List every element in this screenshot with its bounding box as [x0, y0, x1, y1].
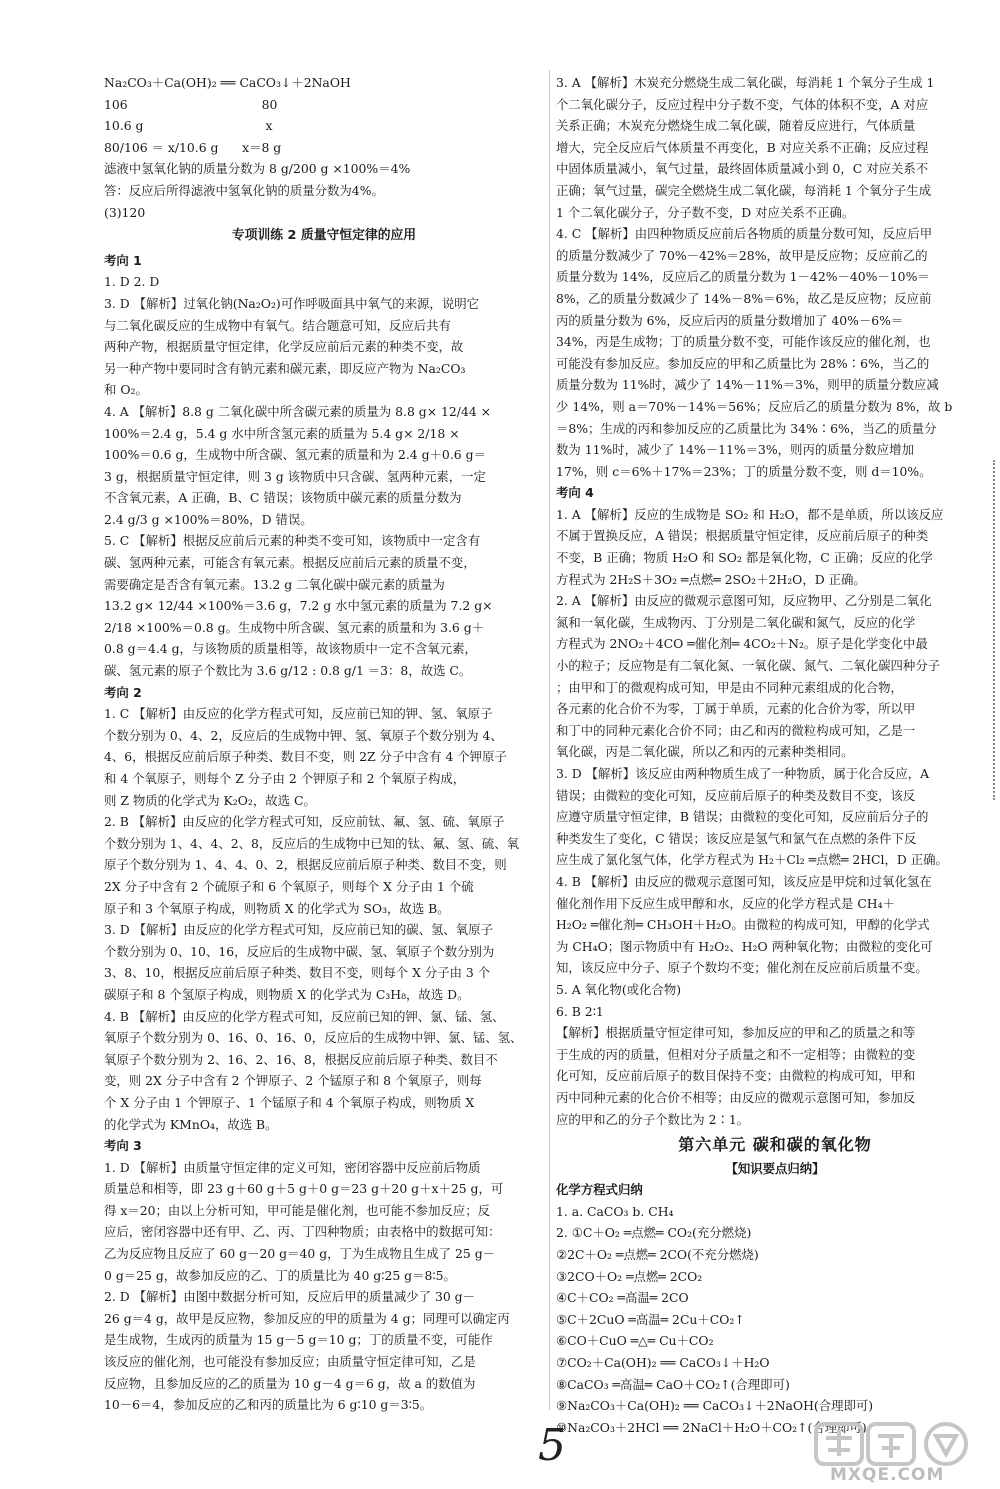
answer-line: 100%＝0.6 g，生成物中所含碳、氢元素的质量和为 2.4 g＋0.6 g＝ — [104, 447, 486, 463]
answer-line: 2X 分子中含有 2 个硫原子和 6 个氧原子，则每个 X 分子由 1 个硫 — [104, 878, 474, 894]
answer-line: 4. C 【解析】由四种物质反应前后各物质的质量分数可知，反应后甲 — [556, 226, 933, 242]
equation-line: ⑥CO＋CuO ═△═ Cu＋CO₂ — [556, 1333, 714, 1349]
solution-line: 106 80 — [104, 96, 278, 112]
unit-title: 第六单元 碳和碳的氧化物 — [678, 1135, 872, 1155]
answer-line: 2/18 ×100%＝0.8 g。生成物中所含碳、氢元素的质量和为 3.6 g＋ — [104, 619, 485, 635]
equation-line: ⑦CO₂＋Ca(OH)₂ ══ CaCO₃↓＋H₂O — [556, 1355, 770, 1371]
answer-line: H₂O₂ ═催化剂═ CH₃OH＋H₂O。由微粒的构成可知，甲醇的化学式 — [556, 917, 930, 933]
answer-line: 需要确定是否含有氧元素。13.2 g 二氧化碳中碳元素的质量为 — [104, 576, 445, 592]
answer-line: 1. C 【解析】由反应的化学方程式可知，反应前已知的钾、氢、氧原子 — [104, 706, 493, 722]
equation-line: ⑧CaCO₃ ═高温═ CaO＋CO₂↑(合理即可) — [556, 1376, 790, 1392]
equation-line: 2. ①C＋O₂ ═点燃═ CO₂(充分燃烧) — [556, 1225, 752, 1241]
answer-line: 10－6＝4，参加反应的乙和丙的质量比为 6 g∶10 g＝3∶5。 — [104, 1397, 433, 1413]
answer-line: 原子和 3 个氧原子构成，则物质 X 的化学式为 SO₃，故选 B。 — [104, 900, 450, 916]
answer-line: 1. D 【解析】由质量守恒定律的定义可知，密闭容器中反应前后物质 — [104, 1159, 481, 1175]
answer-line: 反应物，且参加反应的乙的质量为 10 g－4 g＝6 g，故 a 的数值为 — [104, 1375, 476, 1391]
answer-line: 3、8、10，根据反应前后原子种类、数目不变，则每个 X 分子由 3 个 — [104, 965, 491, 981]
answer-line: 丙的质量分数为 6%，反应后丙的质量分数增加了 40%－6%＝ — [556, 312, 904, 328]
answer-line: 17%，则 c＝6%＋17%＝23%；丁的质量分数不变，则 d＝10%。 — [556, 463, 932, 479]
answer-line: 数为 11%时，减少了 14%－11%＝3%，则丙的质量分数应增加 — [556, 442, 914, 458]
answer-line: 于生成的丙的质量，但相对分子质量之和不一定相等；由微粒的变 — [556, 1046, 916, 1062]
topic-heading: 考向 3 — [104, 1138, 142, 1154]
equations-heading: 化学方程式归纳 — [556, 1182, 643, 1198]
answer-line: 应生成了氯化氢气体，化学方程式为 H₂＋Cl₂ ═点燃═ 2HCl，D 正确。 — [556, 852, 948, 868]
answer-line: 2.4 g/3 g ×100%＝80%，D 错误。 — [104, 511, 313, 527]
solution-line: 80/106 ＝ x/10.6 g x＝8 g — [104, 139, 282, 155]
section-title: 专项训练 2 质量守恒定律的应用 — [231, 228, 417, 244]
answer-line: 则 Z 物质的化学式为 K₂O₂，故选 C。 — [104, 792, 316, 808]
left-column — [104, 72, 544, 1416]
answer-line: 质量分数为 11%时，减少了 14%－11%＝3%，则甲的质量分数应减 — [556, 377, 939, 393]
topic-heading: 考向 4 — [556, 485, 594, 501]
answer-line: 1. D 2. D — [104, 274, 160, 290]
answer-line: 100%＝2.4 g，5.4 g 水中所含氢元素的质量为 5.4 g× 2/18 × — [104, 425, 460, 441]
answer-line: 2. B 【解析】由反应的化学方程式可知，反应前钛、氟、氢、硫、氧原子 — [104, 814, 505, 830]
equation-line: ④C＋CO₂ ═高温═ 2CO — [556, 1290, 689, 1306]
answer-line: 质量分数为 14%，反应后乙的质量分数为 1－42%－40%－10%＝ — [556, 269, 930, 285]
knowledge-title: 【知识要点归纳】 — [725, 1160, 825, 1176]
answer-line: 6. B 2∶1 — [556, 1003, 604, 1019]
answer-line: 是生成物，生成丙的质量为 15 g－5 g＝10 g；丁的质量不变，可能作 — [104, 1332, 493, 1348]
answer-line: 的质量分数减少了 70%－42%＝28%，故甲是反应物；反应前乙的 — [556, 247, 928, 263]
answer-line: 不含氧元素，A 正确，B、C 错误；该物质中碳元素的质量分数为 — [104, 490, 462, 506]
answer-line: 另一种产物中要同时含有钠元素和碳元素，即反应产物为 Na₂CO₃ — [104, 360, 466, 376]
answer-line: 丙中同种元素的化合价不相等；由反应的微观示意图可知，参加反 — [556, 1089, 916, 1105]
answer-line: 各元素的化合价不为零，丁属于单质，元素的化合价为零，所以甲 — [556, 701, 916, 717]
topic-heading: 考向 1 — [104, 252, 142, 268]
answer-line: 催化剂作用下反应生成甲醇和水，反应的化学方程式是 CH₄＋ — [556, 895, 895, 911]
answer-line: 增大，完全反应后气体质量不再变化，B 对应关系不正确；反应过程 — [556, 139, 929, 155]
answer-line: 1 个二氧化碳分子，分子数不变，D 对应关系不正确。 — [556, 204, 855, 220]
answer-line: 4. B 【解析】由反应的微观示意图可知，该反应是甲烷和过氧化氢在 — [556, 873, 932, 889]
answer-line: 个 X 分子由 1 个钾原子、1 个锰原子和 4 个氧原子构成，则物质 X — [104, 1094, 475, 1110]
answer-line: 3 g，根据质量守恒定律，则 3 g 该物质中只含碳、氢两种元素，一定 — [104, 468, 486, 484]
answer-line: 乙为反应物且反应了 60 g－20 g＝40 g，丁为生成物且生成了 25 g－ — [104, 1246, 496, 1262]
answer-line: 应遵守质量守恒定律，B 错误；由微粒的变化可知，反应前后分子的 — [556, 809, 929, 825]
answer-line: 变，则 2X 分子中含有 2 个钾原子、2 个锰原子和 8 个氧原子，则每 — [104, 1073, 482, 1089]
answer-line: 氧原子个数分别为 2、16、2、16、8，根据反应前后原子种类、数目不 — [104, 1051, 498, 1067]
answer-line: 与二氧化碳反应的生成物中有氧气。结合题意可知，反应后共有 — [104, 317, 451, 333]
answer-line: 个二氧化碳分子，反应过程中分子数不变，气体的体积不变，A 对应 — [556, 96, 929, 112]
answer-line: 原子个数分别为 1、4、4、0、2，根据反应前后原子种类、数目不变，则 — [104, 857, 507, 873]
answer-line: 方程式为 2H₂S＋3O₂ ═点燃═ 2SO₂＋2H₂O，D 正确。 — [556, 571, 866, 587]
answer-line: 和 4 个氧原子，则每个 Z 分子由 2 个钾原子和 2 个氧原子构成， — [104, 771, 466, 786]
answer-line: 和 O₂。 — [104, 382, 148, 398]
answer-line: 碳、氢两种元素，可能含有氧元素。根据反应前后元素的质量不变， — [104, 555, 476, 571]
equation-line: 1. a. CaCO₃ b. CH₄ — [556, 1203, 674, 1219]
answer-line: 应的甲和乙的分子个数比为 2∶1。 — [556, 1111, 750, 1127]
answer-line: 碳原子和 8 个氢原子构成，则物质 X 的化学式为 C₃H₈，故选 D。 — [104, 986, 470, 1002]
answer-line: 为 CH₄O；图示物质中有 H₂O₂、H₂O 两种氧化物；由微粒的变化可 — [556, 938, 933, 954]
equation-line: ③2CO＋O₂ ═点燃═ 2CO₂ — [556, 1268, 703, 1284]
equation-line: ⑨Na₂CO₃＋Ca(OH)₂ ══ CaCO₃↓＋2NaOH(合理即可) — [556, 1398, 874, 1414]
answer-line: 【解析】根据质量守恒定律可知，参加反应的甲和乙的质量之和等 — [556, 1025, 916, 1041]
answer-line: 错误；由微粒的变化可知，反应前后原子的种类及数目不变，该反 — [556, 787, 916, 803]
solution-line: (3)120 — [104, 204, 146, 220]
answer-line: 不变，B 正确；物质 H₂O 和 SO₂ 都是氧化物，C 正确；反应的化学 — [556, 550, 933, 566]
answer-line: 4. A 【解析】8.8 g 二氧化碳中所含碳元素的质量为 8.8 g× 12/44 × — [104, 403, 492, 419]
solution-line: 滤液中氢氧化钠的质量分数为 8 g/200 g ×100%＝4% — [104, 161, 411, 177]
answer-line: 8%，乙的质量分数减少了 14%－8%＝6%，故乙是反应物；反应前 — [556, 290, 932, 306]
topic-heading: 考向 2 — [104, 684, 142, 700]
answer-line: 的化学式为 KMnO₄，故选 B。 — [104, 1116, 278, 1132]
equation-line: ⑤C＋2CuO ═高温═ 2Cu＋CO₂↑ — [556, 1311, 745, 1327]
solution-line: Na₂CO₃＋Ca(OH)₂ ══ CaCO₃↓＋2NaOH — [104, 75, 351, 90]
answer-line: 3. A 【解析】木炭充分燃烧生成二氧化碳，每消耗 1 个氧分子生成 1 — [556, 75, 935, 90]
answer-line: 种类发生了变化，C 错误；该反应是氢气和氯气在点燃的条件下反 — [556, 830, 917, 846]
answer-line: 质量总和相等，即 23 g＋60 g＋5 g＋0 g＝23 g＋20 g＋x＋25 g，可 — [104, 1181, 504, 1197]
answer-line: 中固体质量减小，氧气过量，最终固体质量减小到 0，C 对应关系不 — [556, 161, 929, 177]
answer-line: 3. D 【解析】过氧化钠(Na₂O₂)可作呼吸面具中氧气的来源，说明它 — [104, 295, 479, 311]
answer-line: 3. D 【解析】由反应的化学方程式可知，反应前已知的碳、氢、氧原子 — [104, 922, 493, 938]
answer-line: 氧原子个数分别为 0、16、0、16、0，反应后的生成物中钾、氯、锰、氢、 — [104, 1030, 523, 1046]
answer-line: 1. A 【解析】反应的生成物是 SO₂ 和 H₂O，都不是单质，所以该反应 — [556, 506, 944, 522]
answer-line: 得 x＝20；由以上分析可知，甲可能是催化剂，也可能不参加反应；反 — [104, 1202, 491, 1218]
answer-line: 不属于置换反应，A 错误；根据质量守恒定律，反应前后原子的种类 — [556, 528, 929, 544]
answer-line: 5. C 【解析】根据反应前后元素的种类不变可知，该物质中一定含有 — [104, 533, 481, 549]
column-divider — [549, 70, 550, 1410]
answer-line: 个数分别为 0、4、2，反应后的生成物中钾、氢、氧原子个数分别为 4、 — [104, 727, 503, 743]
watermark-text: MXQE.COM — [830, 1465, 945, 1485]
answer-line: 碳、氢元素的原子个数比为 3.6 g/12 : 0.8 g/1 ＝3：8，故选 C。 — [104, 663, 472, 679]
answer-line: 0.8 g＝4.4 g，与该物质的质量相等，故该物质中一定不含氧元素， — [104, 641, 477, 657]
answer-line: 化可知，反应前后原子的数目保持不变；由微粒的构成可知，甲和 — [556, 1068, 916, 1084]
answer-line: 方程式为 2NO₂＋4CO ═催化剂═ 4CO₂＋N₂。原子是化学变化中最 — [556, 636, 928, 652]
solution-line: 10.6 g x — [104, 118, 273, 134]
answer-line: 4、6，根据反应前后原子种类、数目不变，则 2Z 分子中含有 4 个钾原子 — [104, 749, 507, 765]
answer-line: 个数分别为 0、10、16，反应后的生成物中碳、氢、氧原子个数分别为 — [104, 943, 495, 959]
answer-line: ＝8%；生成的丙和参加反应的乙质量比为 34%∶6%，当乙的质量分 — [556, 420, 937, 436]
answer-line: 2. D 【解析】由图中数据分析可知，反应后甲的质量减少了 30 g－ — [104, 1289, 475, 1305]
answer-line: 氧化碳，丙是二氧化碳，所以乙和丙的元素种类相同。 — [556, 744, 854, 760]
answer-line: 3. D 【解析】该反应由两种物质生成了一种物质，属于化合反应，A — [556, 766, 930, 781]
answer-line: 应后，密闭容器中还有甲、乙、丙、丁四种物质；由表格中的数据可知： — [104, 1224, 501, 1240]
answer-line: 两种产物，根据质量守恒定律，化学反应前后元素的种类不变，故 — [104, 339, 464, 355]
answer-line: 5. A 氧化物(或化合物) — [556, 981, 682, 997]
answer-line: 和丁中的同种元素化合价不同；由乙和丙的微粒构成可知，乙是一 — [556, 722, 916, 738]
answer-line: 个数分别为 1、4、4、2、8，反应后的生成物中已知的钛、氟、氢、硫、氧 — [104, 835, 520, 851]
answer-line: 26 g＝4 g，故甲是反应物，参加反应的甲的质量为 4 g；同理可以确定丙 — [104, 1310, 510, 1326]
answer-line: 34%，丙是生成物；丁的质量分数不变，可能作该反应的催化剂，也 — [556, 334, 931, 350]
answer-line: 小的粒子；反应物是有二氧化氮、一氧化碳、氮气、二氧化碳四种分子 — [556, 658, 941, 674]
solution-line: 答：反应后所得滤液中氢氧化钠的质量分数为4%。 — [104, 182, 384, 198]
answer-line: 氮和一氧化碳，生成物丙、丁分别是二氧化碳和氮气，反应的化学 — [556, 614, 916, 630]
answer-line: 13.2 g× 12/44 ×100%＝3.6 g，7.2 g 水中氢元素的质量为 7.2 g× — [104, 598, 493, 614]
answer-line: ；由甲和丁的微观构成可知，甲是由不同种元素组成的化合物， — [556, 679, 903, 695]
answer-line: 少 14%，则 a＝70%－14%＝56%；反应后乙的质量分数为 8%，故 b — [556, 398, 953, 414]
answer-line: 正确；氧气过量，碳完全燃烧生成二氧化碳，每消耗 1 个氧分子生成 — [556, 182, 932, 198]
answer-line: 关系正确；木炭充分燃烧生成二氧化碳，随着反应进行，气体质量 — [556, 118, 916, 134]
answer-line: 0 g＝25 g，故参加反应的乙、丁的质量比为 40 g∶25 g＝8∶5。 — [104, 1267, 456, 1283]
answer-line: 可能没有参加反应。参加反应的甲和乙质量比为 28%∶6%，当乙的 — [556, 355, 930, 371]
answer-line: 该反应的催化剂，也可能没有参加反应；由质量守恒定律可知，乙是 — [104, 1354, 476, 1370]
answer-line: 4. B 【解析】由反应的化学方程式可知，反应前已知的钾、氯、锰、氢、 — [104, 1008, 505, 1024]
equation-line: ②2C＋O₂ ═点燃═ 2CO(不充分燃烧) — [556, 1247, 759, 1263]
right-column — [556, 72, 994, 1438]
equation-line: ⑩Na₂CO₃＋2HCl ══ 2NaCl＋H₂O＋CO₂↑(合理即可) — [556, 1419, 867, 1435]
answer-line: 2. A 【解析】由反应的微观示意图可知，反应物甲、乙分别是二氧化 — [556, 593, 932, 609]
answer-line: 知，该反应中分子、原子个数均不变；催化剂在反应前后质量不变。 — [556, 960, 928, 976]
page-number: 5 — [538, 1420, 566, 1471]
